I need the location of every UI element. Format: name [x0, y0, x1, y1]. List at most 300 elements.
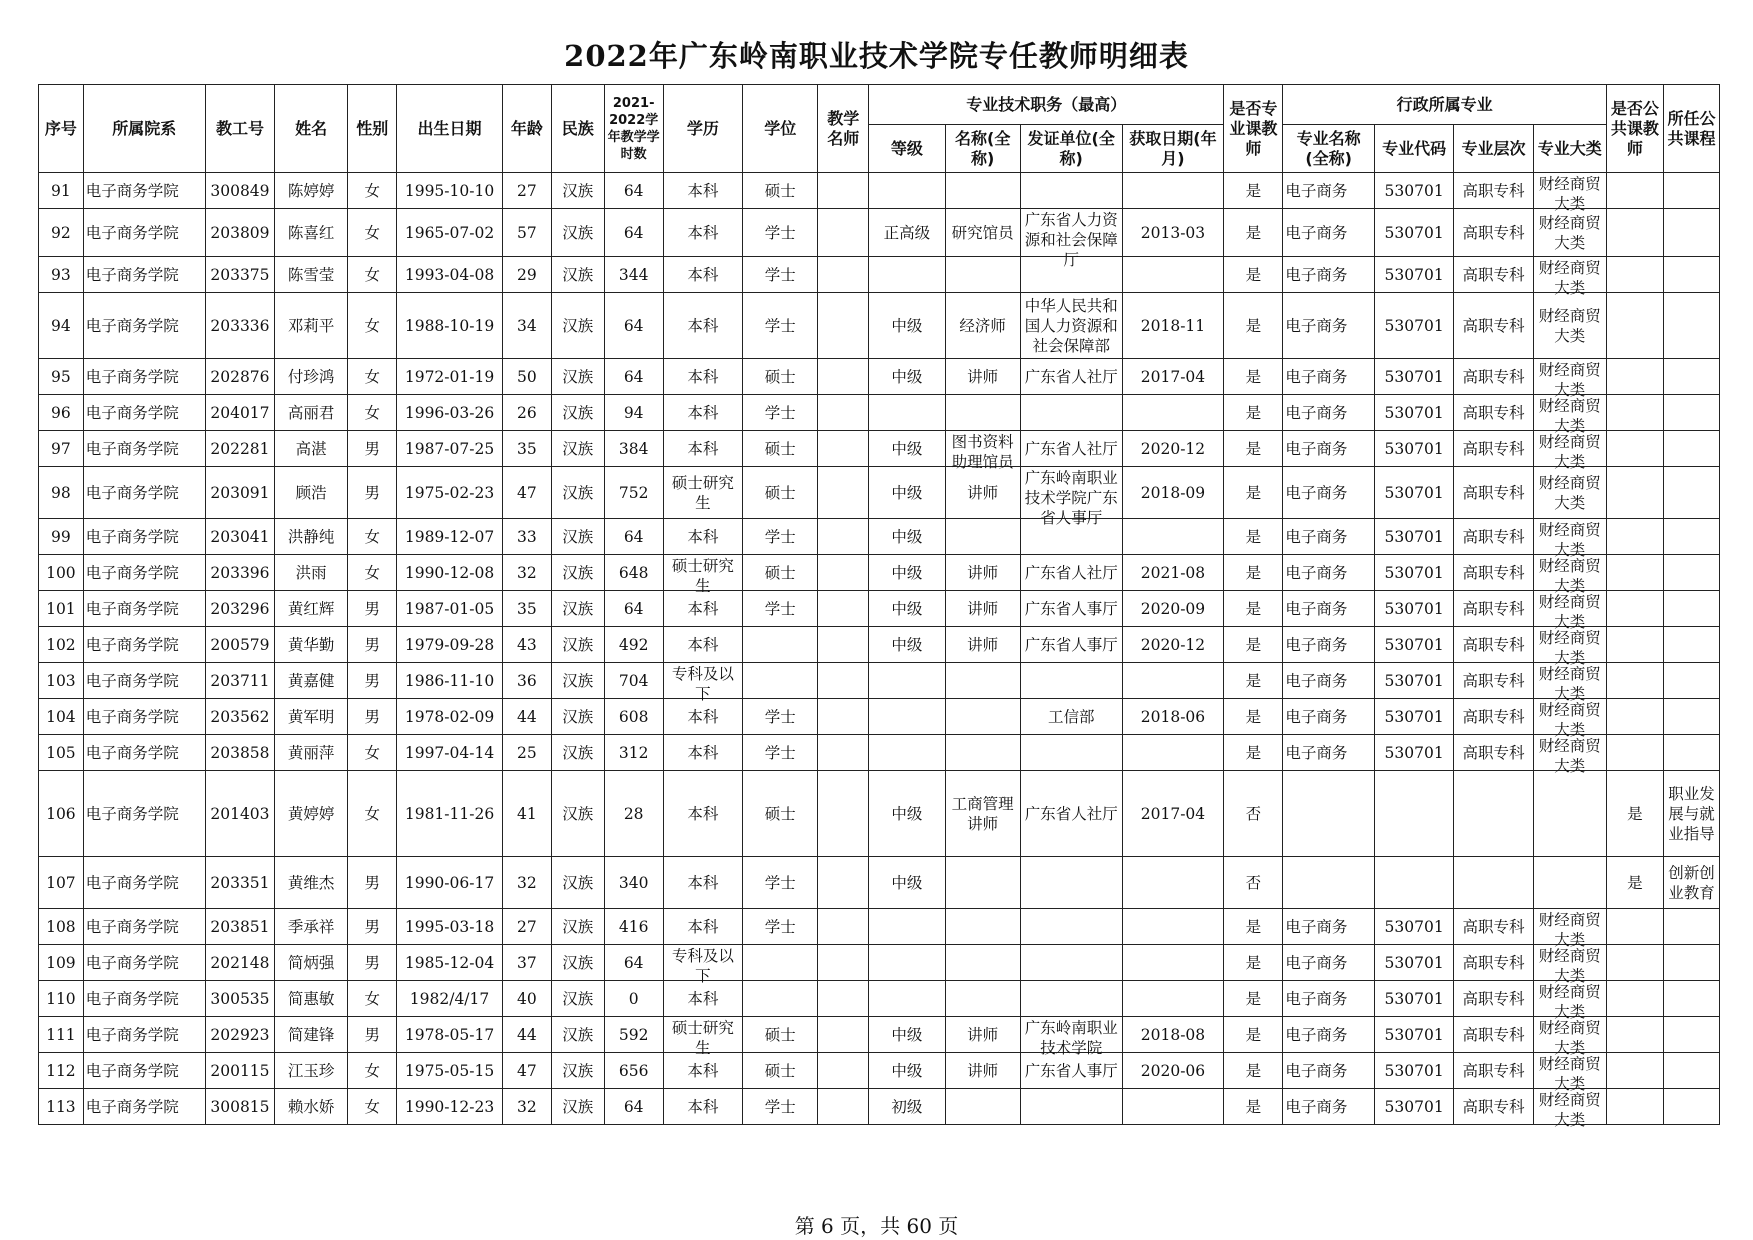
cell-date — [1122, 663, 1224, 699]
cell-mname: 电子商务 — [1283, 591, 1375, 627]
cell-name: 黄嘉健 — [275, 663, 348, 699]
cell-seq: 107 — [39, 857, 84, 909]
cell-text: 财经商贸大类 — [1538, 306, 1601, 345]
cell-name: 黄维杰 — [275, 857, 348, 909]
col-group-title: 专业技术职务（最高） — [869, 85, 1224, 125]
cell-eth: 汉族 — [551, 735, 604, 771]
cell-master — [818, 519, 869, 555]
table-row — [39, 857, 1720, 909]
cell-college: 电子商务学院 — [83, 857, 205, 909]
cell-gender: 男 — [348, 699, 397, 735]
cell-degree: 硕士 — [743, 359, 818, 395]
cell-eth: 汉族 — [551, 395, 604, 431]
cell-college: 电子商务学院 — [83, 395, 205, 431]
cell-gender: 女 — [348, 735, 397, 771]
cell-date — [1122, 909, 1224, 945]
cell-college: 电子商务学院 — [83, 1017, 205, 1053]
cell-text: 财经商贸大类 — [1538, 1054, 1601, 1093]
cell-name: 顾浩 — [275, 467, 348, 519]
cell-id: 203375 — [205, 257, 274, 293]
cell-gender: 女 — [348, 1053, 397, 1089]
cell-major_t: 否 — [1224, 771, 1283, 857]
cell-mcat — [1533, 293, 1606, 359]
cell-eth: 汉族 — [551, 1089, 604, 1125]
cell-pub — [1606, 909, 1663, 945]
cell-mcat — [1533, 519, 1606, 559]
cell-gender: 男 — [348, 1017, 397, 1053]
cell-degree: 学士 — [743, 699, 818, 735]
cell-master — [818, 591, 869, 627]
cell-grade — [869, 173, 945, 209]
cell-text: 财经商贸大类 — [1538, 556, 1601, 595]
cell-pub — [1606, 293, 1663, 359]
cell-seq: 112 — [39, 1053, 84, 1089]
cell-id: 203858 — [205, 735, 274, 771]
cell-major_t: 是 — [1224, 467, 1283, 519]
cell-date: 2020-12 — [1122, 627, 1224, 663]
cell-grade — [869, 395, 945, 431]
cell-major_t: 是 — [1224, 293, 1283, 359]
cell-mcat — [1533, 627, 1606, 667]
cell-mlevel: 高职专科 — [1454, 627, 1533, 663]
cell-degree: 硕士 — [743, 467, 818, 519]
cell-text: 财经商贸大类 — [1538, 520, 1601, 559]
cell-pub — [1606, 981, 1663, 1017]
cell-seq: 110 — [39, 981, 84, 1017]
cell-birth: 1986-11-10 — [397, 663, 503, 699]
cell-course — [1663, 431, 1719, 467]
table-row — [39, 257, 1720, 293]
cell-mlevel: 高职专科 — [1454, 519, 1533, 555]
cell-course — [1663, 209, 1719, 257]
col-header-birth: 出生日期 — [397, 85, 503, 173]
cell-pub — [1606, 1053, 1663, 1089]
cell-master — [818, 663, 869, 699]
cell-age: 57 — [502, 209, 551, 257]
cell-age: 41 — [502, 771, 551, 857]
cell-mname: 电子商务 — [1283, 909, 1375, 945]
cell-grade: 中级 — [869, 519, 945, 555]
cell-text: 财经商贸大类 — [1538, 736, 1601, 775]
cell-edu — [663, 359, 742, 395]
cell-id: 202876 — [205, 359, 274, 395]
cell-seq: 100 — [39, 555, 84, 591]
cell-degree: 学士 — [743, 591, 818, 627]
cell-text: 本科 — [687, 316, 719, 335]
cell-issuer — [1020, 431, 1122, 467]
col-header-major-name: 专业名称(全称) — [1283, 125, 1375, 173]
table-row — [39, 981, 1720, 1017]
cell-edu — [663, 173, 742, 209]
table-row — [39, 173, 1720, 209]
cell-degree: 学士 — [743, 909, 818, 945]
cell-id: 300535 — [205, 981, 274, 1017]
cell-name: 付珍鸿 — [275, 359, 348, 395]
cell-birth: 1997-04-14 — [397, 735, 503, 771]
cell-date: 2020-06 — [1122, 1053, 1224, 1089]
cell-pub — [1606, 359, 1663, 395]
cell-name: 高丽君 — [275, 395, 348, 431]
cell-seq: 102 — [39, 627, 84, 663]
cell-pub — [1606, 395, 1663, 431]
cell-issuer — [1020, 735, 1122, 771]
col-header-is-public-teacher: 是否公共课教师 — [1606, 85, 1663, 173]
cell-course — [1663, 981, 1719, 1017]
cell-date: 2018-11 — [1122, 293, 1224, 359]
cell-major_t: 是 — [1224, 1017, 1283, 1053]
cell-mname: 电子商务 — [1283, 627, 1375, 663]
table-row — [39, 431, 1720, 467]
cell-mcat — [1533, 555, 1606, 595]
cell-eth: 汉族 — [551, 591, 604, 627]
cell-text: 本科 — [687, 707, 719, 726]
cell-age: 32 — [502, 555, 551, 591]
cell-master — [818, 395, 869, 431]
cell-mname: 电子商务 — [1283, 395, 1375, 431]
cell-mcat — [1533, 909, 1606, 949]
cell-id: 203711 — [205, 663, 274, 699]
cell-id: 202923 — [205, 1017, 274, 1053]
cell-name: 陈婷婷 — [275, 173, 348, 209]
col-header-hours: 2021-2022学年教学学时数 — [604, 85, 663, 173]
cell-gender: 男 — [348, 857, 397, 909]
cell-hours: 592 — [604, 1017, 663, 1053]
cell-mname: 电子商务 — [1283, 1053, 1375, 1089]
cell-mcode: 530701 — [1374, 293, 1453, 359]
cell-gender: 女 — [348, 981, 397, 1017]
cell-text: 本科 — [687, 265, 719, 284]
cell-text: 广东岭南职业技术学院 — [1024, 1018, 1118, 1057]
cell-age: 32 — [502, 1089, 551, 1125]
cell-issuer — [1020, 591, 1122, 627]
cell-text: 广东岭南职业技术学院广东省人事厅 — [1024, 468, 1118, 527]
cell-college: 电子商务学院 — [83, 909, 205, 945]
cell-master — [818, 857, 869, 909]
cell-issuer — [1020, 699, 1122, 735]
cell-grade: 中级 — [869, 1017, 945, 1053]
cell-date: 2020-09 — [1122, 591, 1224, 627]
cell-college: 电子商务学院 — [83, 945, 205, 981]
cell-hours: 492 — [604, 627, 663, 663]
cell-mname: 电子商务 — [1283, 945, 1375, 981]
cell-text: 硕士研究生 — [671, 473, 734, 512]
cell-tname — [945, 981, 1020, 1017]
cell-degree: 硕士 — [743, 1053, 818, 1089]
col-header-education: 学历 — [663, 85, 742, 173]
col-header-age: 年龄 — [502, 85, 551, 173]
cell-master — [818, 431, 869, 467]
cell-mlevel: 高职专科 — [1454, 257, 1533, 293]
cell-mlevel: 高职专科 — [1454, 395, 1533, 431]
cell-birth: 1988-10-19 — [397, 293, 503, 359]
cell-hours: 384 — [604, 431, 663, 467]
cell-major_t: 是 — [1224, 663, 1283, 699]
table-row — [39, 627, 1720, 663]
cell-seq: 101 — [39, 591, 84, 627]
cell-text: 财经商贸大类 — [1538, 592, 1601, 631]
cell-degree: 硕士 — [743, 431, 818, 467]
cell-date: 2018-06 — [1122, 699, 1224, 735]
cell-mname: 电子商务 — [1283, 555, 1375, 591]
cell-text: 研究馆员 — [951, 223, 1014, 242]
cell-gender: 女 — [348, 173, 397, 209]
cell-name: 简建锋 — [275, 1017, 348, 1053]
cell-mname: 电子商务 — [1283, 699, 1375, 735]
cell-date — [1122, 173, 1224, 209]
cell-birth: 1995-10-10 — [397, 173, 503, 209]
cell-college: 电子商务学院 — [83, 981, 205, 1017]
cell-mname: 电子商务 — [1283, 1017, 1375, 1053]
cell-issuer — [1020, 293, 1122, 359]
table-header — [39, 85, 1720, 173]
cell-text: 财经商贸大类 — [1538, 473, 1601, 512]
cell-mlevel: 高职专科 — [1454, 663, 1533, 699]
cell-master — [818, 627, 869, 663]
cell-mcode: 530701 — [1374, 699, 1453, 735]
cell-grade — [869, 257, 945, 293]
cell-mcode — [1374, 857, 1453, 909]
cell-hours: 312 — [604, 735, 663, 771]
table-row — [39, 209, 1720, 257]
cell-grade — [869, 909, 945, 945]
cell-text: 广东省人事厅 — [1024, 1061, 1118, 1080]
cell-edu — [663, 909, 742, 945]
cell-text: 本科 — [687, 804, 719, 823]
cell-birth: 1981-11-26 — [397, 771, 503, 857]
cell-seq: 98 — [39, 467, 84, 519]
cell-mlevel: 高职专科 — [1454, 591, 1533, 627]
cell-issuer — [1020, 771, 1122, 857]
cell-seq: 92 — [39, 209, 84, 257]
cell-edu — [663, 1089, 742, 1125]
cell-course — [1663, 663, 1719, 699]
cell-grade: 中级 — [869, 591, 945, 627]
cell-seq: 99 — [39, 519, 84, 555]
cell-grade: 中级 — [869, 431, 945, 467]
cell-issuer — [1020, 209, 1122, 269]
col-header-major-level: 专业层次 — [1454, 125, 1533, 173]
cell-master — [818, 1053, 869, 1089]
cell-name: 黄军明 — [275, 699, 348, 735]
cell-age: 50 — [502, 359, 551, 395]
cell-course — [1663, 857, 1719, 909]
cell-major_t: 是 — [1224, 395, 1283, 431]
cell-mcat — [1533, 1089, 1606, 1129]
cell-name: 简惠敏 — [275, 981, 348, 1017]
cell-seq: 95 — [39, 359, 84, 395]
cell-mlevel: 高职专科 — [1454, 1053, 1533, 1089]
cell-age: 33 — [502, 519, 551, 555]
cell-tname — [945, 591, 1020, 627]
cell-degree: 学士 — [743, 519, 818, 555]
cell-degree: 学士 — [743, 1089, 818, 1125]
cell-edu — [663, 591, 742, 627]
cell-mcode: 530701 — [1374, 431, 1453, 467]
cell-date — [1122, 519, 1224, 555]
cell-issuer — [1020, 1089, 1122, 1125]
cell-tname — [945, 467, 1020, 519]
cell-text: 财经商贸大类 — [1538, 396, 1601, 435]
cell-eth: 汉族 — [551, 209, 604, 257]
cell-grade — [869, 945, 945, 981]
cell-birth: 1978-05-17 — [397, 1017, 503, 1053]
cell-mlevel: 高职专科 — [1454, 173, 1533, 209]
cell-tname — [945, 1053, 1020, 1089]
cell-college: 电子商务学院 — [83, 1089, 205, 1125]
cell-seq: 97 — [39, 431, 84, 467]
cell-birth: 1965-07-02 — [397, 209, 503, 257]
cell-text: 财经商贸大类 — [1538, 628, 1601, 667]
cell-master — [818, 555, 869, 591]
cell-hours: 64 — [604, 945, 663, 981]
cell-id: 202281 — [205, 431, 274, 467]
cell-name: 赖水娇 — [275, 1089, 348, 1125]
cell-eth: 汉族 — [551, 699, 604, 735]
cell-text: 广东省人事厅 — [1024, 599, 1118, 618]
cell-age: 47 — [502, 1053, 551, 1089]
cell-mcat — [1533, 359, 1606, 399]
cell-gender: 女 — [348, 395, 397, 431]
cell-pub — [1606, 1017, 1663, 1053]
cell-date — [1122, 1089, 1224, 1125]
cell-grade: 正高级 — [869, 209, 945, 257]
cell-tname — [945, 395, 1020, 431]
cell-mname: 电子商务 — [1283, 519, 1375, 555]
cell-grade: 中级 — [869, 627, 945, 663]
col-header-major-category: 专业大类 — [1533, 125, 1606, 173]
cell-id: 202148 — [205, 945, 274, 981]
cell-eth: 汉族 — [551, 555, 604, 591]
cell-edu — [663, 735, 742, 771]
col-header-major-code: 专业代码 — [1374, 125, 1453, 173]
cell-name: 洪雨 — [275, 555, 348, 591]
cell-gender: 女 — [348, 257, 397, 293]
cell-course — [1663, 627, 1719, 663]
cell-master — [818, 293, 869, 359]
cell-mcode: 530701 — [1374, 735, 1453, 771]
cell-edu — [663, 257, 742, 293]
cell-pub — [1606, 591, 1663, 627]
cell-hours: 0 — [604, 981, 663, 1017]
cell-seq: 106 — [39, 771, 84, 857]
cell-edu — [663, 209, 742, 257]
table-row — [39, 909, 1720, 945]
cell-major_t: 是 — [1224, 981, 1283, 1017]
cell-mcode: 530701 — [1374, 981, 1453, 1017]
cell-hours: 64 — [604, 209, 663, 257]
cell-birth: 1987-07-25 — [397, 431, 503, 467]
cell-text: 财经商贸大类 — [1538, 174, 1601, 213]
cell-name: 陈雪莹 — [275, 257, 348, 293]
cell-edu — [663, 857, 742, 909]
cell-college: 电子商务学院 — [83, 293, 205, 359]
cell-mcat — [1533, 699, 1606, 739]
cell-tname — [945, 627, 1020, 663]
cell-gender: 女 — [348, 359, 397, 395]
cell-major_t: 是 — [1224, 555, 1283, 591]
table-row — [39, 663, 1720, 699]
cell-college: 电子商务学院 — [83, 591, 205, 627]
cell-id: 203041 — [205, 519, 274, 555]
cell-hours: 64 — [604, 1089, 663, 1125]
col-header-name: 姓名 — [275, 85, 348, 173]
cell-date: 2021-08 — [1122, 555, 1224, 591]
cell-college: 电子商务学院 — [83, 257, 205, 293]
cell-tname — [945, 431, 1020, 471]
cell-seq: 94 — [39, 293, 84, 359]
cell-master — [818, 173, 869, 209]
cell-edu — [663, 1017, 742, 1057]
cell-course — [1663, 735, 1719, 771]
cell-college: 电子商务学院 — [83, 627, 205, 663]
cell-eth: 汉族 — [551, 293, 604, 359]
cell-mcat — [1533, 209, 1606, 257]
cell-course — [1663, 699, 1719, 735]
cell-gender: 女 — [348, 209, 397, 257]
cell-eth: 汉族 — [551, 1053, 604, 1089]
cell-eth: 汉族 — [551, 173, 604, 209]
cell-course — [1663, 173, 1719, 209]
cell-issuer — [1020, 663, 1122, 699]
cell-text: 硕士研究生 — [671, 1018, 734, 1057]
cell-eth: 汉族 — [551, 663, 604, 699]
cell-birth: 1990-12-08 — [397, 555, 503, 591]
col-header-seq: 序号 — [39, 85, 84, 173]
table-row — [39, 395, 1720, 431]
cell-eth: 汉族 — [551, 857, 604, 909]
cell-age: 27 — [502, 173, 551, 209]
cell-eth: 汉族 — [551, 1017, 604, 1053]
cell-age: 26 — [502, 395, 551, 431]
cell-edu — [663, 663, 742, 703]
cell-date: 2017-04 — [1122, 359, 1224, 395]
cell-grade: 中级 — [869, 359, 945, 395]
cell-text: 财经商贸大类 — [1538, 700, 1601, 739]
cell-grade: 中级 — [869, 1053, 945, 1089]
cell-age: 37 — [502, 945, 551, 981]
cell-mcat — [1533, 981, 1606, 1021]
cell-mcode: 530701 — [1374, 663, 1453, 699]
col-header-public-course: 所任公共课程 — [1663, 85, 1719, 173]
cell-text: 广东省人社厅 — [1024, 439, 1118, 458]
cell-issuer — [1020, 981, 1122, 1017]
cell-hours: 704 — [604, 663, 663, 699]
col-header-grade: 等级 — [869, 125, 945, 173]
cell-issuer — [1020, 909, 1122, 945]
page-footer: 第 6 页，共 60 页 — [794, 1214, 959, 1238]
cell-pub — [1606, 735, 1663, 771]
cell-gender: 男 — [348, 591, 397, 627]
cell-mcode: 530701 — [1374, 209, 1453, 257]
cell-edu — [663, 699, 742, 735]
table-body — [39, 173, 1720, 1129]
cell-age: 34 — [502, 293, 551, 359]
cell-age: 29 — [502, 257, 551, 293]
cell-issuer — [1020, 359, 1122, 395]
cell-mcode: 530701 — [1374, 359, 1453, 395]
cell-course — [1663, 467, 1719, 519]
cell-text: 广东省人力资源和社会保障厅 — [1024, 210, 1118, 269]
cell-master — [818, 209, 869, 257]
cell-mcode: 530701 — [1374, 945, 1453, 981]
cell-pub — [1606, 431, 1663, 467]
cell-course — [1663, 395, 1719, 431]
cell-degree: 学士 — [743, 257, 818, 293]
col-header-title-name: 名称(全称) — [945, 125, 1020, 173]
cell-text: 中华人民共和国人力资源和社会保障部 — [1024, 296, 1118, 355]
cell-mlevel: 高职专科 — [1454, 359, 1533, 395]
cell-hours: 752 — [604, 467, 663, 519]
